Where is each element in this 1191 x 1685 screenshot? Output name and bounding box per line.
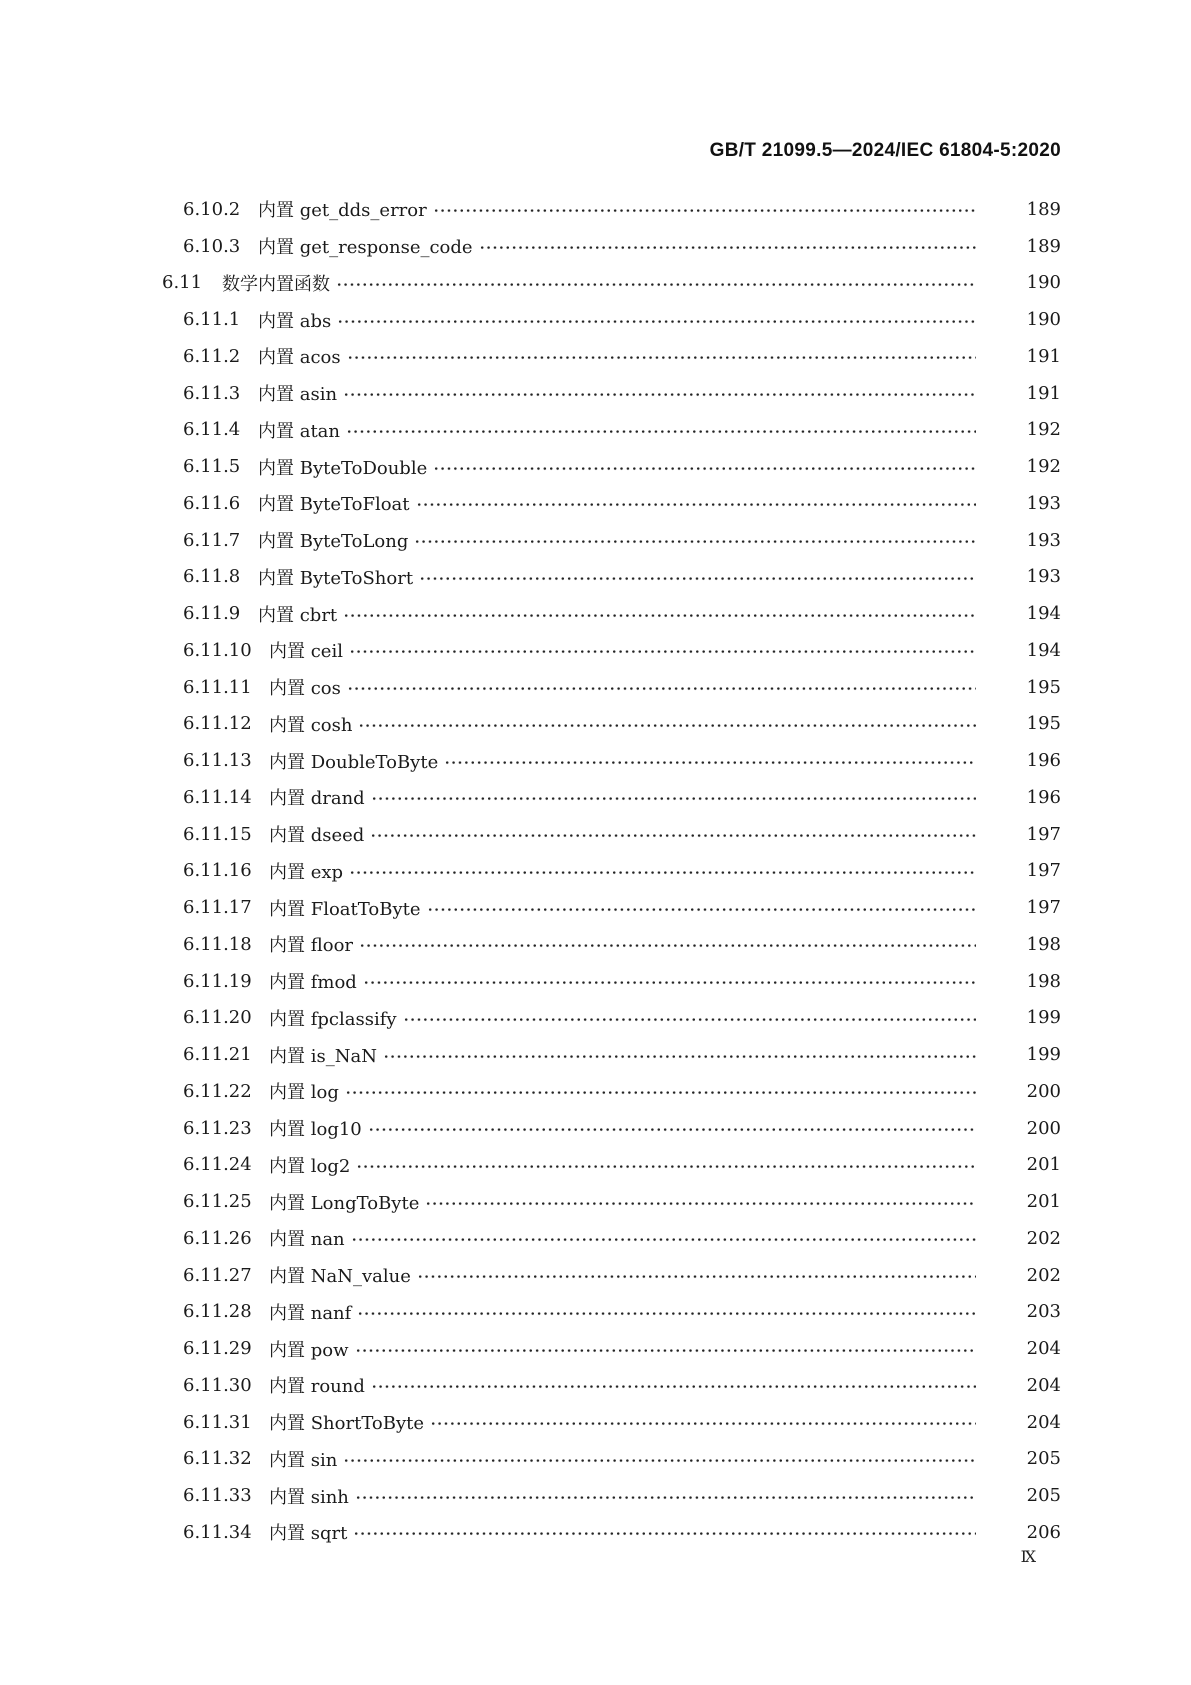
toc-entry-title[interactable]: 数学内置函数 (222, 270, 336, 296)
toc-entry-title[interactable]: 内置 ShortToByte (269, 1409, 430, 1435)
toc-entry-title[interactable]: 内置 sin (269, 1446, 343, 1472)
dot-leader (444, 760, 976, 764)
toc-entry[interactable] (0, 1183, 1191, 1220)
toc-entry-title[interactable]: 内置 nan (269, 1225, 351, 1251)
toc-entry[interactable] (0, 1110, 1191, 1147)
toc-entry-number: 6.11.26 (183, 1227, 252, 1249)
toc-entry-number: 6.11.7 (183, 529, 241, 551)
toc-entry-number: 6.11.27 (183, 1264, 252, 1286)
dot-leader (425, 1201, 976, 1205)
toc-entry[interactable] (0, 853, 1191, 890)
toc-entry-number: 6.11.2 (183, 345, 241, 367)
toc-entry-title[interactable]: 内置 ByteToLong (258, 527, 414, 553)
toc-entry-page[interactable]: 199 (1021, 1007, 1061, 1028)
dot-leader (370, 834, 976, 838)
toc-entry-title[interactable]: 内置 FloatToByte (269, 895, 427, 921)
toc-entry[interactable] (0, 1441, 1191, 1478)
toc-entry[interactable] (0, 1294, 1191, 1331)
toc-entry[interactable] (0, 779, 1191, 816)
page-number: Ⅸ (1020, 1547, 1036, 1566)
toc-entry-page[interactable]: 200 (1021, 1118, 1061, 1139)
toc-entry[interactable] (0, 1220, 1191, 1257)
toc-entry-page[interactable]: 197 (1021, 897, 1061, 918)
toc-entry-page[interactable]: 202 (1021, 1228, 1061, 1249)
dot-leader (403, 1017, 976, 1021)
toc-entry-page[interactable]: 204 (1021, 1375, 1061, 1396)
toc-entry-title[interactable]: 内置 fmod (269, 968, 363, 994)
dot-leader (416, 503, 976, 507)
toc-entry-page[interactable]: 205 (1021, 1485, 1061, 1506)
toc-entry[interactable] (0, 301, 1191, 338)
toc-entry-page[interactable]: 203 (1021, 1301, 1061, 1322)
toc-entry[interactable] (0, 1404, 1191, 1441)
dot-leader (349, 650, 976, 654)
toc-entry-title[interactable]: 内置 ByteToDouble (258, 454, 433, 480)
toc-entry-page[interactable]: 195 (1021, 677, 1061, 698)
toc-entry-number: 6.11.15 (183, 823, 252, 845)
toc-entry-title[interactable]: 内置 is_NaN (269, 1042, 383, 1068)
toc-entry-number: 6.10.2 (183, 198, 241, 220)
toc-entry-number: 6.11.24 (183, 1154, 252, 1176)
dot-leader (347, 356, 976, 360)
dot-leader (346, 429, 976, 433)
dot-leader (417, 1275, 976, 1279)
toc-entry-number: 6.11.1 (183, 309, 241, 331)
toc-entry[interactable] (0, 706, 1191, 743)
toc-entry-title[interactable]: 内置 pow (269, 1336, 355, 1362)
toc-entry-page[interactable]: 197 (1021, 824, 1061, 845)
toc-entry-title[interactable]: 内置 ByteToFloat (258, 490, 416, 516)
toc-entry-title[interactable]: 内置 abs (258, 307, 337, 333)
toc-entry-page[interactable]: 191 (1021, 383, 1061, 404)
toc-entry-page[interactable]: 199 (1021, 1044, 1061, 1065)
toc-entry-number: 6.11.23 (183, 1117, 252, 1139)
table-of-contents (0, 191, 1191, 1551)
dot-leader (433, 466, 976, 470)
dot-leader (347, 687, 976, 691)
toc-entry-number: 6.11.13 (183, 750, 252, 772)
dot-leader (371, 1385, 976, 1389)
toc-entry-number: 6.11 (162, 272, 203, 294)
toc-entry-number: 6.11.34 (183, 1521, 252, 1543)
toc-entry-page[interactable]: 196 (1021, 750, 1061, 771)
toc-entry-page[interactable]: 194 (1021, 640, 1061, 661)
toc-entry-number: 6.11.32 (183, 1448, 252, 1470)
toc-entry-title[interactable]: 内置 round (269, 1372, 371, 1398)
toc-entry-number: 6.11.6 (183, 492, 241, 514)
toc-entry-page[interactable]: 197 (1021, 860, 1061, 881)
document-header-standard-id: GB/T 21099.5—2024/IEC 61804-5:2020 (709, 140, 1061, 161)
toc-entry-title[interactable]: 内置 LongToByte (269, 1189, 425, 1215)
dot-leader (353, 1532, 976, 1536)
toc-entry-number: 6.11.3 (183, 382, 241, 404)
toc-entry-title[interactable]: 内置 acos (258, 343, 347, 369)
dot-leader (351, 1238, 976, 1242)
dot-leader (345, 1091, 976, 1095)
dot-leader (343, 393, 976, 397)
toc-entry-number: 6.11.11 (183, 676, 252, 698)
toc-entry-page[interactable]: 193 (1021, 530, 1061, 551)
toc-entry-number: 6.11.5 (183, 456, 241, 478)
dot-leader (414, 540, 976, 544)
toc-entry[interactable] (0, 338, 1191, 375)
dot-leader (336, 282, 976, 286)
toc-entry[interactable] (0, 191, 1191, 228)
toc-entry[interactable] (0, 1257, 1191, 1294)
toc-entry-page[interactable]: 204 (1021, 1338, 1061, 1359)
toc-entry-number: 6.11.14 (183, 786, 252, 808)
toc-entry-number: 6.11.18 (183, 933, 252, 955)
toc-entry[interactable] (0, 963, 1191, 1000)
toc-entry[interactable] (0, 816, 1191, 853)
toc-entry-page[interactable]: 192 (1021, 456, 1061, 477)
toc-entry-number: 6.11.19 (183, 970, 252, 992)
dot-leader (430, 1422, 976, 1426)
toc-entry-title[interactable]: 内置 ByteToShort (258, 564, 419, 590)
toc-entry-page[interactable]: 201 (1021, 1191, 1061, 1212)
toc-entry-title[interactable]: 内置 cos (269, 674, 347, 700)
toc-entry-title[interactable]: 内置 DoubleToByte (269, 748, 444, 774)
toc-entry-number: 6.11.20 (183, 1007, 252, 1029)
toc-entry-page[interactable]: 198 (1021, 971, 1061, 992)
dot-leader (355, 1495, 976, 1499)
dot-leader (371, 797, 976, 801)
toc-entry-number: 6.11.8 (183, 566, 241, 588)
toc-entry-title[interactable]: 内置 sinh (269, 1483, 355, 1509)
toc-entry-title[interactable]: 内置 drand (269, 784, 371, 810)
toc-entry-page[interactable]: 196 (1021, 787, 1061, 808)
toc-entry-page[interactable]: 198 (1021, 934, 1061, 955)
toc-entry[interactable] (0, 926, 1191, 963)
toc-entry[interactable] (0, 412, 1191, 449)
toc-entry[interactable] (0, 559, 1191, 596)
toc-entry-title[interactable]: 内置 nanf (269, 1299, 357, 1325)
toc-entry-title[interactable]: 内置 get_dds_error (258, 196, 433, 222)
toc-entry-title[interactable]: 内置 log (269, 1078, 345, 1104)
toc-entry-title[interactable]: 内置 ceil (269, 637, 349, 663)
dot-leader (419, 576, 976, 580)
toc-entry-title[interactable]: 内置 sqrt (269, 1519, 353, 1545)
toc-entry-number: 6.11.10 (183, 639, 252, 661)
toc-entry-title[interactable]: 内置 log2 (269, 1152, 356, 1178)
toc-entry-page[interactable]: 204 (1021, 1412, 1061, 1433)
dot-leader (358, 723, 976, 727)
dot-leader (479, 246, 976, 250)
toc-entry[interactable] (0, 1000, 1191, 1037)
toc-entry-title[interactable]: 内置 NaN_value (269, 1262, 417, 1288)
toc-entry-title[interactable]: 内置 atan (258, 417, 346, 443)
toc-entry-title[interactable]: 内置 cbrt (258, 601, 343, 627)
toc-entry-page[interactable]: 189 (1021, 199, 1061, 220)
toc-entry-page[interactable]: 191 (1021, 346, 1061, 367)
dot-leader (357, 1311, 976, 1315)
toc-entry[interactable] (0, 448, 1191, 485)
toc-entry[interactable] (0, 889, 1191, 926)
dot-leader (337, 319, 976, 323)
dot-leader (363, 981, 976, 985)
toc-entry-number: 6.11.21 (183, 1044, 252, 1066)
toc-entry-page[interactable]: 202 (1021, 1265, 1061, 1286)
dot-leader (356, 1164, 976, 1168)
toc-entry-number: 6.11.12 (183, 713, 252, 735)
toc-entry[interactable] (0, 1036, 1191, 1073)
toc-entry-page[interactable]: 194 (1021, 603, 1061, 624)
toc-entry[interactable] (0, 595, 1191, 632)
dot-leader (433, 209, 976, 213)
toc-entry-page[interactable]: 190 (1021, 309, 1061, 330)
toc-entry[interactable] (0, 1147, 1191, 1184)
toc-entry-number: 6.11.22 (183, 1080, 252, 1102)
toc-entry-number: 6.11.30 (183, 1374, 252, 1396)
toc-entry[interactable] (0, 1514, 1191, 1551)
dot-leader (349, 870, 976, 874)
toc-entry-page[interactable]: 195 (1021, 713, 1061, 734)
dot-leader (359, 944, 976, 948)
toc-entry-page[interactable]: 200 (1021, 1081, 1061, 1102)
toc-entry-page[interactable]: 192 (1021, 419, 1061, 440)
toc-entry-title[interactable]: 内置 exp (269, 858, 349, 884)
dot-leader (343, 613, 976, 617)
toc-entry-page[interactable]: 201 (1021, 1154, 1061, 1175)
toc-entry[interactable] (0, 485, 1191, 522)
toc-entry-number: 6.11.16 (183, 860, 252, 882)
toc-entry[interactable] (0, 522, 1191, 559)
dot-leader (427, 907, 976, 911)
toc-entry[interactable] (0, 228, 1191, 265)
toc-entry-number: 6.11.4 (183, 419, 241, 441)
dot-leader (368, 1128, 976, 1132)
toc-entry[interactable] (0, 1367, 1191, 1404)
toc-entry-title[interactable]: 内置 get_response_code (258, 233, 479, 259)
dot-leader (343, 1458, 976, 1462)
toc-entry-page[interactable]: 193 (1021, 493, 1061, 514)
toc-entry-page[interactable]: 189 (1021, 236, 1061, 257)
toc-entry-title[interactable]: 内置 floor (269, 931, 359, 957)
toc-entry[interactable] (0, 375, 1191, 412)
toc-entry-number: 6.11.29 (183, 1338, 252, 1360)
toc-entry[interactable] (0, 1477, 1191, 1514)
toc-entry-number: 6.11.33 (183, 1485, 252, 1507)
toc-entry-page[interactable]: 206 (1021, 1522, 1061, 1543)
toc-entry-number: 6.11.28 (183, 1301, 252, 1323)
dot-leader (383, 1054, 976, 1058)
toc-entry-page[interactable]: 205 (1021, 1448, 1061, 1469)
toc-entry-title[interactable]: 内置 asin (258, 380, 343, 406)
toc-entry[interactable] (0, 669, 1191, 706)
toc-entry-page[interactable]: 190 (1021, 272, 1061, 293)
toc-entry[interactable] (0, 1330, 1191, 1367)
toc-entry[interactable] (0, 265, 1191, 302)
toc-entry-page[interactable]: 193 (1021, 566, 1061, 587)
toc-entry[interactable] (0, 742, 1191, 779)
toc-entry-number: 6.11.31 (183, 1411, 252, 1433)
toc-entry-number: 6.11.9 (183, 603, 241, 625)
dot-leader (355, 1348, 976, 1352)
toc-entry-number: 6.11.25 (183, 1191, 252, 1213)
toc-entry[interactable] (0, 1073, 1191, 1110)
toc-entry[interactable] (0, 632, 1191, 669)
toc-entry-number: 6.10.3 (183, 235, 241, 257)
toc-entry-number: 6.11.17 (183, 897, 252, 919)
toc-entry-title[interactable]: 内置 cosh (269, 711, 358, 737)
toc-entry-title[interactable]: 内置 dseed (269, 821, 370, 847)
toc-entry-title[interactable]: 内置 log10 (269, 1115, 368, 1141)
toc-entry-title[interactable]: 内置 fpclassify (269, 1005, 403, 1031)
